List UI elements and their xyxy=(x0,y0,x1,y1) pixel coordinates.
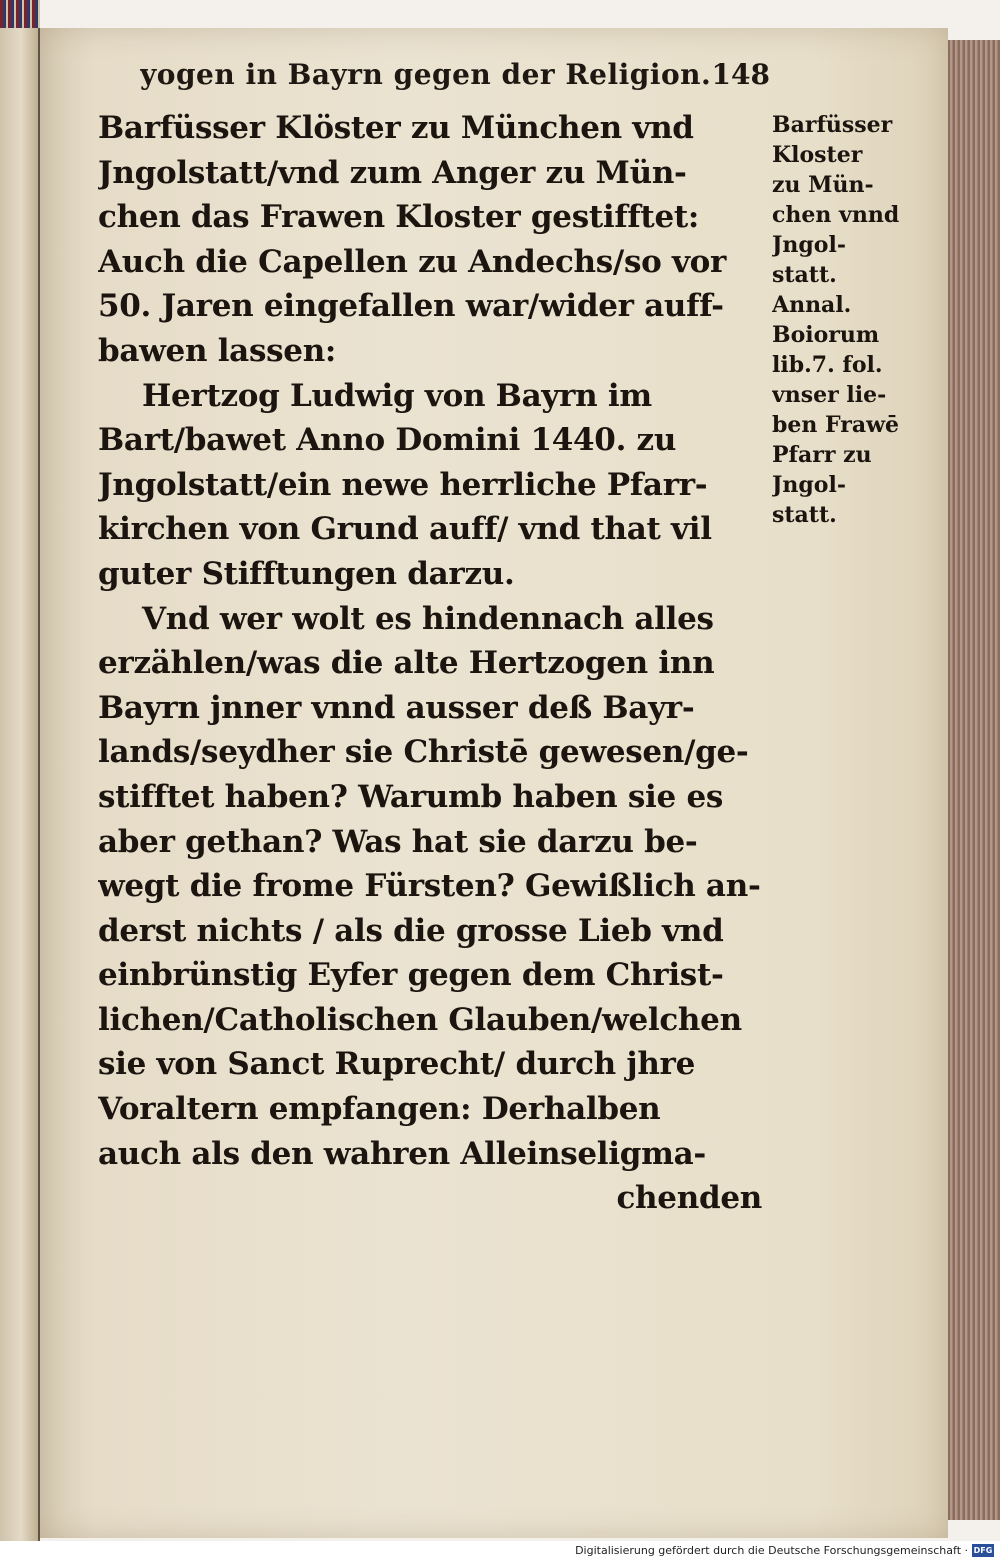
margin-notes xyxy=(772,110,922,530)
text-line: Vnd wer wolt es hindennach alles xyxy=(142,600,714,637)
text-line: Barfüsser Klöster zu München vnd xyxy=(98,110,694,146)
margin-note-line: ben Frawē xyxy=(772,412,900,438)
text-line: kirchen von Grund auff/ vnd that vil xyxy=(98,511,712,548)
text-line: auch als den wahren Alleinseligma- xyxy=(98,1135,706,1172)
text-line: Voraltern empfangen: Derhalben xyxy=(98,1091,661,1128)
margin-note-line: Kloster xyxy=(772,142,863,168)
margin-note-line: zu Mün- xyxy=(772,172,874,198)
margin-note-line: Annal. xyxy=(772,292,852,318)
margin-note-line: vnser lie- xyxy=(772,382,887,408)
margin-note-line: chen vnnd xyxy=(772,202,900,228)
text-line: aber gethan? Was hat sie darzu be- xyxy=(98,823,698,860)
dfg-logo-icon: DFG xyxy=(973,1546,993,1555)
text-line: guter Stifftungen darzu. xyxy=(98,555,515,592)
text-line: Jngolstatt/vnd zum Anger zu Mün- xyxy=(98,154,687,191)
text-line: Bart/bawet Anno Domini 1440. zu xyxy=(98,422,677,459)
text-line: erzählen/was die alte Hertzogen inn xyxy=(98,645,715,682)
text-line: Jngolstatt/ein newe herrliche Pfarr- xyxy=(98,466,708,503)
text-line: chen das Frawen Kloster gestifftet: xyxy=(98,199,700,236)
text-line: sie von Sanct Ruprecht/ durch jhre xyxy=(98,1046,696,1083)
text-line: lands/seydher sie Christē gewesen/ge- xyxy=(98,734,749,771)
margin-note-line: Jngol- xyxy=(772,472,846,498)
text-line: bawen lassen: xyxy=(98,332,337,369)
margin-note-line: Pfarr zu xyxy=(772,442,872,468)
text-line: lichen/Catholischen Glauben/welchen xyxy=(98,1001,742,1038)
text-line: Hertzog Ludwig von Bayrn im xyxy=(142,377,652,414)
text-line: Bayrn jnner vnnd ausser deß Bayr- xyxy=(98,689,695,726)
book-page xyxy=(40,28,948,1538)
margin-note-line: statt. xyxy=(772,502,837,528)
fore-edge xyxy=(948,40,1000,1520)
text-line: chenden xyxy=(616,1180,762,1217)
text-line: stifftet haben? Warumb haben sie es xyxy=(98,778,724,815)
main-text-block xyxy=(98,106,768,1221)
text-line: derst nichts / als die grosse Lieb vnd xyxy=(98,912,724,949)
margin-note-line: Boiorum xyxy=(772,322,880,348)
binding-thread xyxy=(0,0,40,30)
footer-credit: Digitalisierung gefördert durch die Deutsche Forschungsgemeinschaft · xyxy=(575,1544,968,1557)
text-line: wegt die frome Fürsten? Gewißlich an- xyxy=(98,868,761,905)
running-head: yogen in Bayrn gegen der Religion. xyxy=(140,58,712,91)
margin-note-line: Barfüsser xyxy=(772,112,893,138)
text-line: 50. Jaren eingefallen war/wider auff- xyxy=(98,288,724,325)
text-line: Auch die Capellen zu Andechs/so vor xyxy=(98,243,727,280)
footer-bar xyxy=(0,1541,1000,1561)
left-page-edge xyxy=(0,28,40,1543)
margin-note-line: Jngol- xyxy=(772,232,846,258)
page-number: 148 xyxy=(711,58,770,91)
text-line: einbrünstig Eyfer gegen dem Christ- xyxy=(98,957,724,994)
margin-note-line: statt. xyxy=(772,262,837,288)
margin-note-line: lib.7. fol. xyxy=(772,352,883,378)
